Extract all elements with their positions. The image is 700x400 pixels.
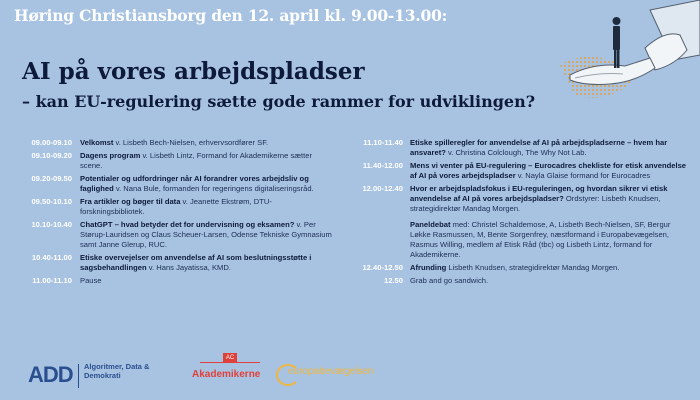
program-time: 12.00-12.40 [362,184,403,193]
program-time: 09.50-10.10 [31,197,72,206]
program-time: 10.10-10.40 [31,220,72,229]
program-topic: Mens vi venter på EU-regulering – Eurocadres chekliste for etisk anvendelse af AI på vores arbejdspladser [410,161,687,180]
program-row [350,184,690,260]
program-time: 09.10-09.20 [31,151,72,160]
program-topic: Etiske spilleregler for anvendelse af AI på arbejdspladserne – hvem har ansvaret? [410,138,668,157]
program-row [14,174,334,194]
program-row [350,161,690,181]
program-speaker: v. Hans Jayatissa, KMD. [146,263,231,272]
panel-debate [410,220,690,260]
program-description [80,220,334,250]
event-line: Høring Christiansborg den 12. april kl. 9.00-13.00: [14,6,448,25]
program-row [14,151,334,171]
program-topic: Dagens program [80,151,141,160]
program-description [410,184,690,260]
program-speaker: Pause [80,276,102,285]
program-left [14,138,334,289]
program-time: 12.40-12.50 [362,263,403,272]
program-time: 11.00-11.10 [32,276,72,285]
program-speaker: v. Jeanette Ekstrøm, DTU-forskningsbibliotek. [80,197,272,216]
program-right [350,138,690,289]
program-speaker: Grab and go sandwich. [410,276,489,285]
program-topic: Afrunding [410,263,447,272]
program-topic: ChatGPT – hvad betyder det for undervisning og eksamen? [80,220,295,229]
program-description [410,276,690,286]
program-speaker: v. Per Størup-Lauridsen og Claus Scheuer-Larsen, Odense Tekniske Gymnasium samt Janne Glerup, RUC. [80,220,332,249]
program-topic: Velkomst [80,138,114,147]
robot-hand-illustration [555,0,700,115]
program-row [14,138,334,148]
program-description [410,161,690,181]
program-description [410,263,690,273]
program-topic: Potentialer og udfordringer når AI forandrer vores arbejdsliv og faglighed [80,174,309,193]
footer-logos [0,352,700,392]
program-description [80,174,334,194]
program-speaker: v. Christina Colclough, The Why Not Lab. [445,148,587,157]
program-speaker: Lisbeth Knudsen, strategidirektør Mandag Morgen. [446,263,620,272]
program-row [14,220,334,250]
add-divider [78,364,79,388]
program-time: 12.50 [383,276,403,285]
program-row [14,253,334,273]
akademikerne-badge: AC [223,353,237,363]
program-time: 11.10-11.40 [363,138,403,147]
program-row [350,138,690,158]
program-speaker: v. Nayla Glaise formand for Eurocadres [515,171,651,180]
page-subtitle: – kan EU-regulering sætte gode rammer for udviklingen? [22,92,536,111]
program-row [350,263,690,273]
program-time: 10.40-11.00 [31,253,72,262]
akademikerne-logo: Akademikerne [192,369,261,380]
program-speaker: Ordstyrer: Lisbeth Knudsen, strategidirektør Mandag Morgen. [410,194,661,213]
add-logo-text: Algoritmer, Data & Demokrati [84,362,150,380]
panel-members: med: Christel Schaldemose, A, Lisbeth Bech-Nielsen, SF, Bergur Løkke Rasmussen, M, Bente Sorgenfrey, næstformand i Europabevægelsen, Rasmus Willing, medlem af Etisk Råd (tbc) og Lisbeth Lintz, formand for Akademikerne. [410,220,671,259]
add-logo: ADD [28,362,73,387]
program-description [80,276,334,286]
program-speaker: v. Nana Bule, formanden for regeringens digitaliseringsråd. [113,184,314,193]
program-speaker: v. Lisbeth Lintz, Formand for Akademikerne sætter scene. [80,151,312,170]
program-topic: Etiske overvejelser om anvendelse af AI som beslutningsstøtte i sagsbehandlingen [80,253,312,272]
program-topic: Hvor er arbejdspladsfokus i EU-reguleringen, og hvordan sikrer vi etisk anvendelse af AI på vores arbejdspladser? [410,184,668,203]
europabevaegelsen-logo: europabevægelsen [288,366,374,377]
program-time: 09.00-09.10 [31,138,72,147]
program-row [14,276,334,286]
program-time: 11.40-12.00 [362,161,403,170]
program-description [80,253,334,273]
program-description [80,138,334,148]
program-speaker: v. Lisbeth Bech-Nielsen, erhvervsordfører SF. [113,138,269,147]
program-description [80,151,334,171]
program-description [80,197,334,217]
program-time: 09.20-09.50 [31,174,72,183]
page-title: AI på vores arbejdspladser [22,58,365,85]
program-description [410,138,690,158]
program-row [14,197,334,217]
program-row [350,276,690,286]
panel-title: Paneldebat [410,220,451,229]
program-topic: Fra artikler og bøger til data [80,197,181,206]
